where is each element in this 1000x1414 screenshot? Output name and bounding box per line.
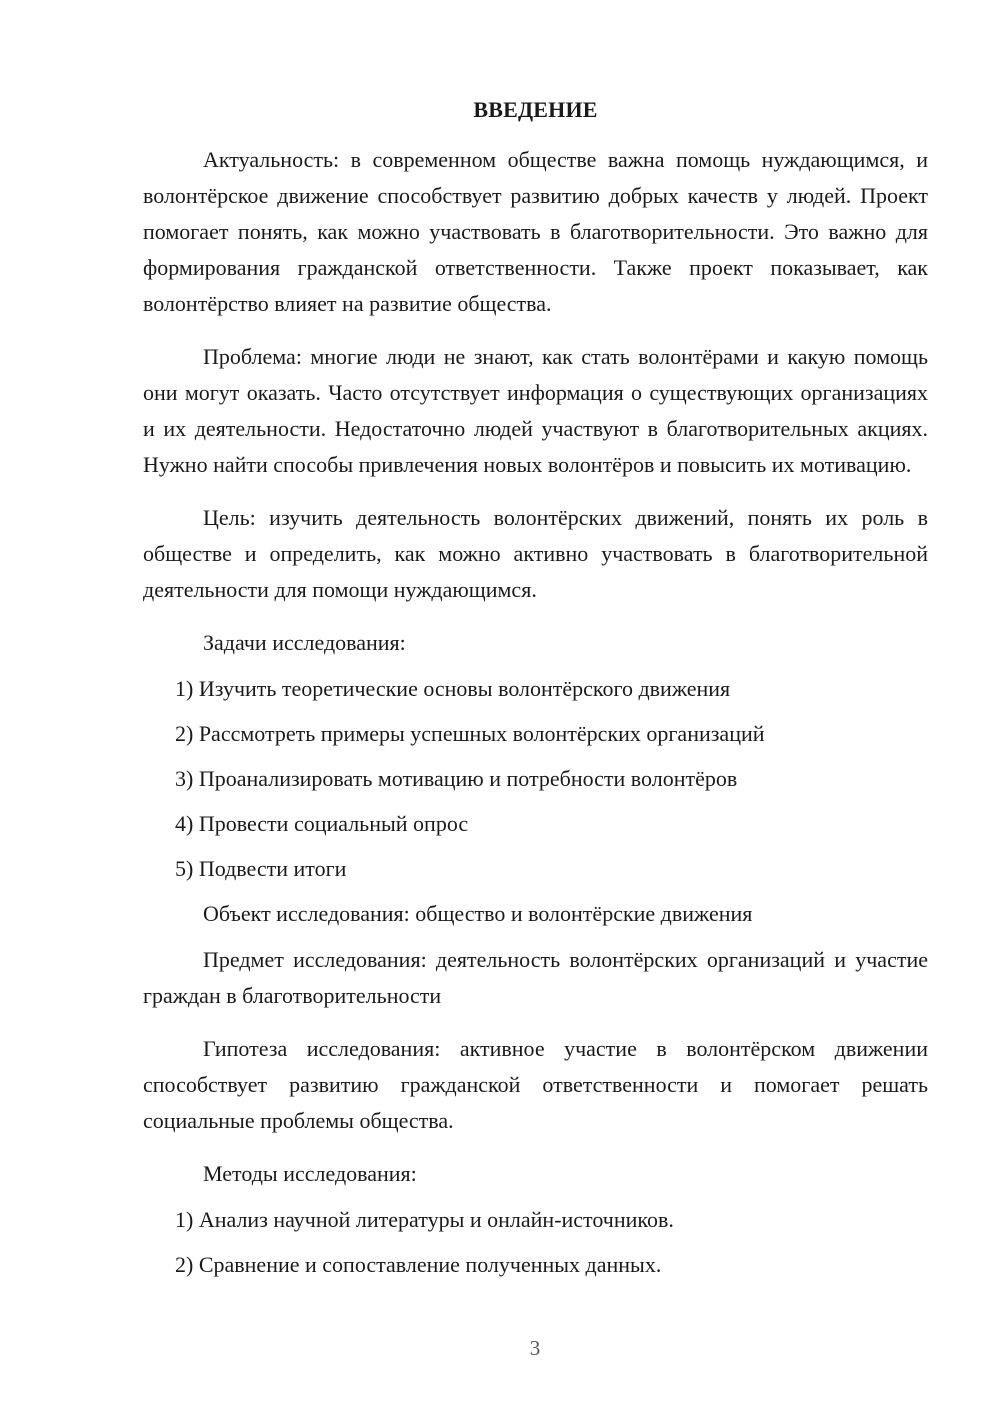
relevance-paragraph: Актуальность: в современном обществе важна помощь нуждающимся, и волонтёрское движение способствует развитию добрых качеств у людей. Проект помогает понять, как можно участвовать в благотворительности. Это важно для формирования гражданской ответственности. Также проект показывает, как волонтёрство влияет на развитие общества. xyxy=(143,147,928,316)
list-item: 1) Анализ научной литературы и онлайн-источников. xyxy=(175,1207,674,1232)
hypothesis-paragraph: Гипотеза исследования: активное участие в волонтёрском движении способствует развитию гражданской ответственности и помогает решать социальные проблемы общества. xyxy=(143,1036,928,1133)
tasks-label: Задачи исследования: xyxy=(203,630,406,655)
methods-list xyxy=(143,1202,928,1283)
subject-paragraph: Предмет исследования: деятельность волонтёрских организаций и участие граждан в благотворительности xyxy=(143,947,928,1008)
list-item: 4) Провести социальный опрос xyxy=(175,811,469,836)
methods-label: Методы исследования: xyxy=(203,1161,417,1186)
list-item: 5) Подвести итоги xyxy=(175,856,347,881)
page-number: 3 xyxy=(529,1336,541,1360)
object-line: Объект исследования: общество и волонтёрские движения xyxy=(203,901,753,926)
document-page xyxy=(143,92,928,1292)
list-item: 2) Сравнение и сопоставление полученных данных. xyxy=(175,1252,662,1277)
goal-paragraph: Цель: изучить деятельность волонтёрских движений, понять их роль в обществе и определить, как можно активно участвовать в благотворительной деятельности для помощи нуждающимся. xyxy=(143,505,928,602)
list-item: 1) Изучить теоретические основы волонтёрского движения xyxy=(175,676,731,701)
tasks-list xyxy=(143,671,928,887)
problem-paragraph: Проблема: многие люди не знают, как стать волонтёрами и какую помощь они могут оказать. Часто отсутствует информация о существующих организациях и их деятельности. Недостаточно людей участвуют в благотворительных акциях. Нужно найти способы привлечения новых волонтёров и повысить их мотивацию. xyxy=(143,344,928,477)
list-item: 2) Рассмотреть примеры успешных волонтёрских организаций xyxy=(175,721,765,746)
list-item: 3) Проанализировать мотивацию и потребности волонтёров xyxy=(175,766,738,791)
section-title: ВВЕДЕНИЕ xyxy=(473,97,598,122)
